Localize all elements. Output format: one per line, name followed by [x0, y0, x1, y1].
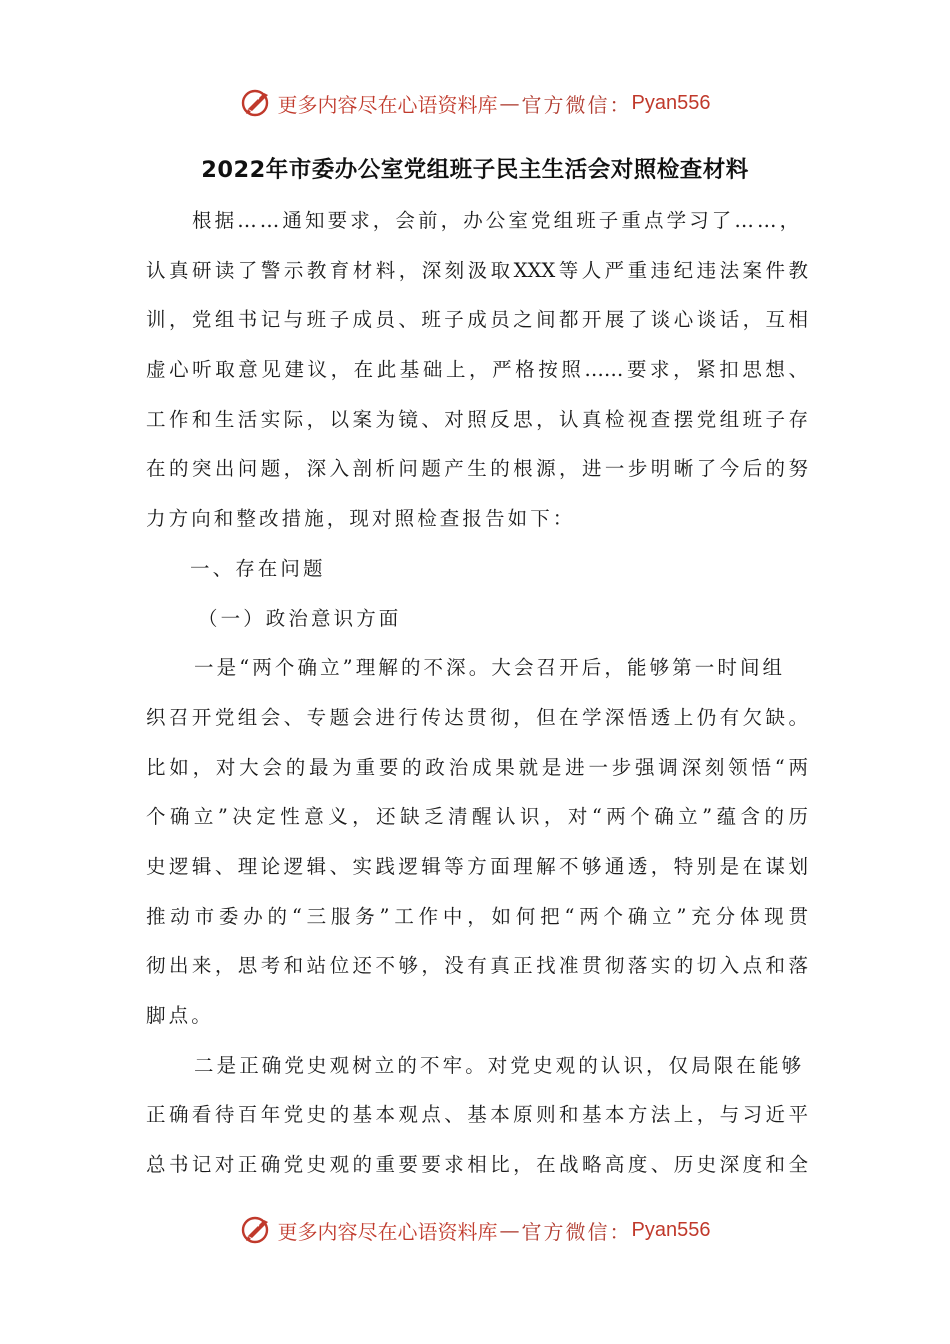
- pen-logo-icon: [240, 86, 274, 120]
- banner-wechat-id: Pyan556: [631, 91, 711, 114]
- paragraph-line: 一是“两个确立”理解的不深。大会召开后，能够第一时间组: [194, 656, 786, 680]
- document-title: 2022年市委办公室党组班子民主生活会对照检查材料: [201, 157, 749, 183]
- paragraph-line: 根据……通知要求，会前，办公室党组班子重点学习了……，: [192, 209, 803, 232]
- banner-dash: —: [499, 1218, 520, 1242]
- paragraph-line: 个确立”决定性意义，还缺乏清醒认识，对“两个确立”蕴含的历: [146, 805, 808, 829]
- banner-dash: —: [499, 91, 520, 115]
- subsection-heading: （一）政治意识方面: [198, 606, 402, 630]
- banner-wechat-label: 官方微信：: [521, 92, 632, 117]
- paragraph-line: 虚心听取意见建议，在此基础上，严格按照……要求，紧扣思想、: [146, 358, 808, 382]
- paragraph-line: 推动市委办的“三服务”工作中，如何把“两个确立”充分体现贯: [146, 904, 808, 928]
- banner-site-text: 更多内容尽在心语资料库: [277, 92, 498, 117]
- paragraph-line: 工作和生活实际，以案为镜、对照反思，认真检视查摆党组班子存: [146, 407, 808, 431]
- paragraph-line: 比如，对大会的最为重要的政治成果就是进一步强调深刻领悟“两: [146, 755, 808, 779]
- paragraph-line: 力方向和整改措施，现对照检查报告如下：: [146, 507, 576, 531]
- section-heading: 一、存在问题: [190, 556, 326, 580]
- banner-wechat-label: 官方微信：: [521, 1219, 632, 1244]
- paragraph-line: 织召开党组会、专题会进行传达贯彻，但在学深悟透上仍有欠缺。: [146, 705, 808, 729]
- paragraph-line: 脚点。: [146, 1004, 214, 1027]
- header-banner: [0, 83, 950, 123]
- paragraph-line: 认真研读了警示教育材料，深刻汲取XXX等人严重违纪违法案件教: [146, 258, 808, 282]
- paragraph-line: 训，党组书记与班子成员、班子成员之间都开展了谈心谈话，互相: [146, 308, 808, 332]
- banner-site-text: 更多内容尽在心语资料库: [277, 1219, 498, 1244]
- paragraph-line: 正确看待百年党史的基本观点、基本原则和基本方法上，与习近平: [146, 1103, 808, 1127]
- paragraph-line: 总书记对正确党史观的重要要求相比，在战略高度、历史深度和全: [146, 1153, 808, 1177]
- paragraph-line: 二是正确党史观树立的不牢。对党史观的认识，仅局限在能够: [194, 1053, 805, 1077]
- paragraph-line: 在的突出问题，深入剖析问题产生的根源，进一步明晰了今后的努: [146, 457, 808, 481]
- banner-wechat-id: Pyan556: [631, 1218, 711, 1241]
- paragraph-line: 彻出来，思考和站位还不够，没有真正找准贯彻落实的切入点和落: [146, 954, 808, 978]
- document-body: [146, 196, 808, 1190]
- paragraph-line: 史逻辑、理论逻辑、实践逻辑等方面理解不够通透，特别是在谋划: [146, 854, 808, 878]
- pen-logo-icon: [240, 1213, 274, 1247]
- footer-banner: [0, 1210, 950, 1250]
